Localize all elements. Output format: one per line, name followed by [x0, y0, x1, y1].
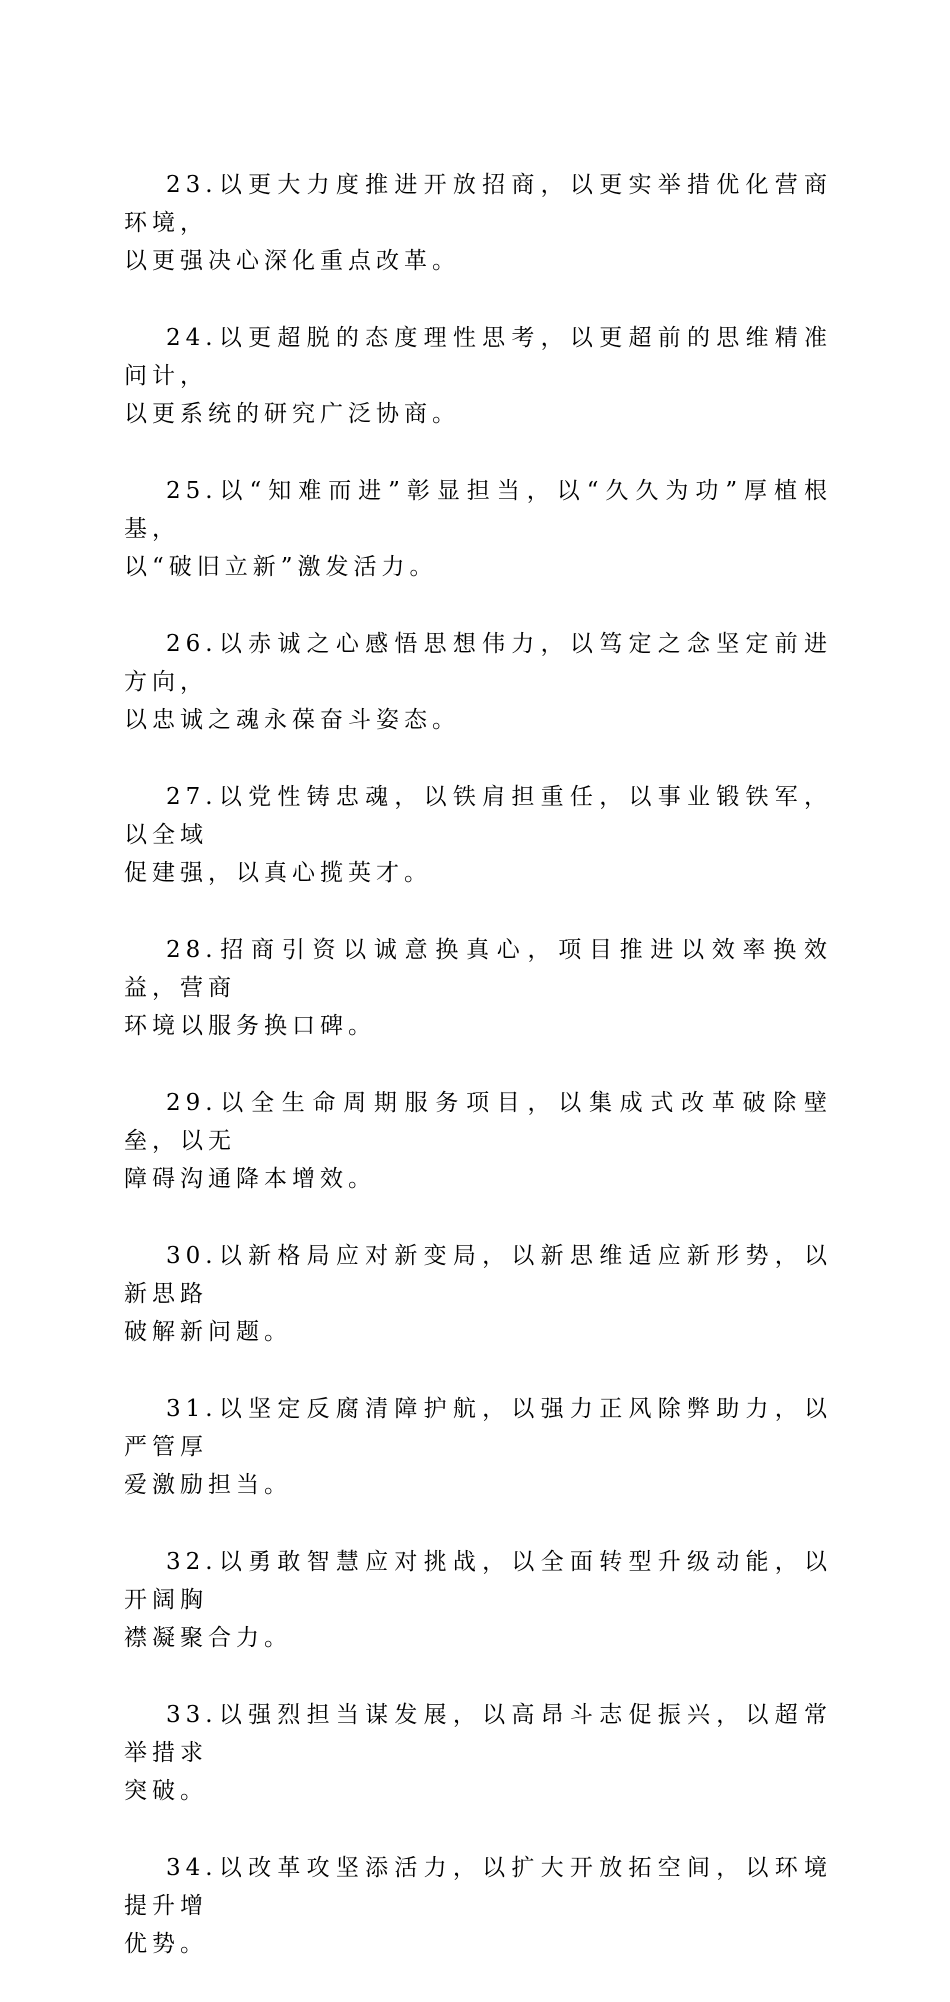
paragraph-line: 28.招商引资以诚意换真心，项目推进以效率换效益，营商 [124, 937, 832, 1001]
paragraph-24 [124, 319, 832, 433]
paragraph-28 [124, 931, 832, 1045]
document-body [124, 166, 832, 2002]
paragraph-line: 23.以更大力度推进开放招商，以更实举措优化营商环境， [124, 172, 832, 236]
paragraph-line: 破解新问题。 [124, 1319, 292, 1345]
paragraph-line: 障碍沟通降本增效。 [124, 1166, 376, 1192]
paragraph-line: 27.以党性铸忠魂，以铁肩担重任，以事业锻铁军，以全域 [124, 784, 832, 848]
paragraph-30 [124, 1237, 832, 1351]
paragraph-line: 环境以服务换口碑。 [124, 1013, 376, 1039]
paragraph-25 [124, 472, 832, 586]
paragraph-31 [124, 1390, 832, 1504]
paragraph-line: 24.以更超脱的态度理性思考，以更超前的思维精准问计， [124, 325, 832, 389]
paragraph-line: 25.以“知难而进”彰显担当，以“久久为功”厚植根基， [124, 478, 832, 542]
paragraph-33 [124, 1696, 832, 1810]
paragraph-32 [124, 1543, 832, 1657]
paragraph-line: 优势。 [124, 1931, 208, 1957]
paragraph-line: 促建强，以真心揽英才。 [124, 860, 432, 886]
paragraph-line: 突破。 [124, 1778, 208, 1804]
paragraph-line: 以“破旧立新”激发活力。 [124, 554, 438, 580]
paragraph-23 [124, 166, 832, 280]
paragraph-line: 34.以改革攻坚添活力，以扩大开放拓空间，以环境提升增 [124, 1855, 832, 1919]
paragraph-29 [124, 1084, 832, 1198]
paragraph-34 [124, 1849, 832, 1963]
paragraph-line: 爱激励担当。 [124, 1472, 292, 1498]
paragraph-line: 31.以坚定反腐清障护航，以强力正风除弊助力，以严管厚 [124, 1396, 832, 1460]
paragraph-line: 32.以勇敢智慧应对挑战，以全面转型升级动能，以开阔胸 [124, 1549, 832, 1613]
paragraph-line: 26.以赤诚之心感悟思想伟力，以笃定之念坚定前进方向， [124, 631, 832, 695]
paragraph-line: 以忠诚之魂永葆奋斗姿态。 [124, 707, 460, 733]
paragraph-line: 30.以新格局应对新变局，以新思维适应新形势，以新思路 [124, 1243, 832, 1307]
paragraph-line: 襟凝聚合力。 [124, 1625, 292, 1651]
paragraph-line: 以更系统的研究广泛协商。 [124, 401, 460, 427]
paragraph-line: 29.以全生命周期服务项目，以集成式改革破除壁垒，以无 [124, 1090, 832, 1154]
paragraph-26 [124, 625, 832, 739]
paragraph-line: 33.以强烈担当谋发展，以高昂斗志促振兴，以超常举措求 [124, 1702, 832, 1766]
paragraph-line: 以更强决心深化重点改革。 [124, 248, 460, 274]
paragraph-27 [124, 778, 832, 892]
